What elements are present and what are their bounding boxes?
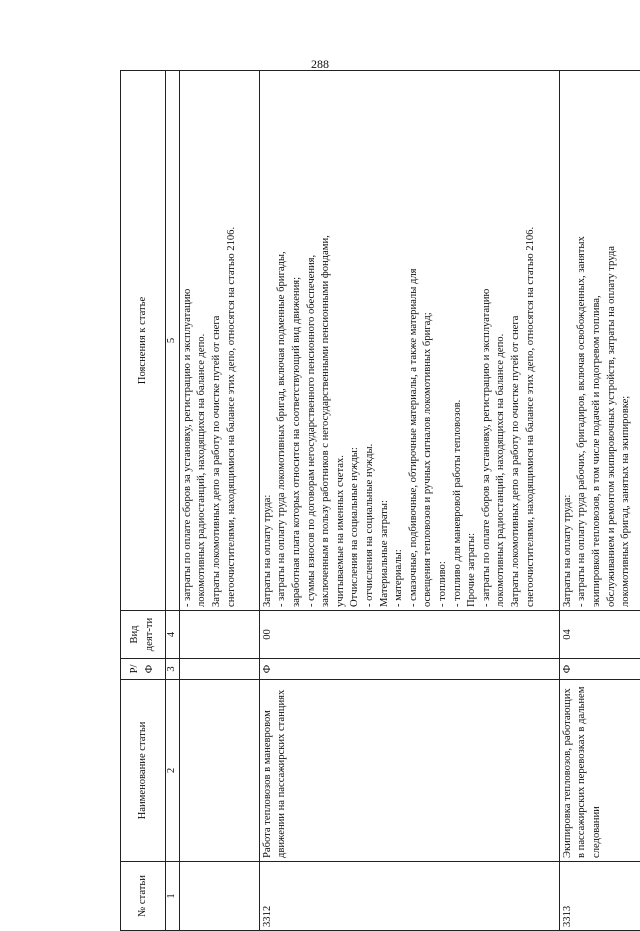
explanation-line: - затраты на оплату труда рабочих, бригадиров, включая освобожденных, занятых [576,236,588,607]
table-row [559,71,640,931]
rf-cell: Ф [259,659,559,680]
activity-type-cell: 00 [259,611,559,659]
column-number: 1 [166,862,180,931]
explanation-line: - материалы: [393,549,405,607]
explanation-cell [259,71,559,611]
rotated-table-container [120,71,640,931]
explanation-line: - суммы взносов по договорам негосударственного пенсионного обеспечения, [305,254,317,607]
item-number-cell: 3312 [259,862,559,931]
column-number: 2 [166,680,180,862]
table-body [179,71,640,931]
explanation-line: локомотивных радиостанций, находящихся на балансе депо. [196,333,208,607]
item-name-cell [179,680,259,862]
explanation-line: локомотивных бригад, занятых на экипировке; [620,395,632,607]
rf-cell [179,659,259,680]
explanation-line: - затраты на оплату труда локомотивных бригад, включая подменные бригады, [276,251,288,607]
rf-cell: Ф [559,659,640,680]
header-activity-type: Вид деят-ти [121,611,166,659]
explanation-line: - смазочные, подбивочные, обтирочные материалы, а также материалы для [407,268,419,607]
column-number: 4 [166,611,180,659]
header-item-number: № статьи [121,862,166,931]
header-row [121,71,166,931]
explanation-line: Отчисления на социальные нужды: [349,447,361,607]
explanation-line: - топливо для маневровой работы тепловозов. [451,399,463,607]
explanation-line: - затраты по оплате сборов за установку, регистрацию и эксплуатацию [181,288,193,607]
explanation-line: локомотивных радиостанций, находящихся на балансе депо. [495,333,507,607]
explanation-line: заключенным в пользу работников с негосударственными пенсионными фондами, [320,235,332,607]
explanation-line: Материальные затраты: [378,500,390,607]
explanation-line: освещения тепловозов и ручных сигналов локомотивных бригад; [422,312,434,607]
table-row [259,71,559,931]
activity-type-cell: 04 [559,611,640,659]
column-number: 5 [166,71,180,611]
activity-type-cell [179,611,259,659]
explanation-line: снегоочистителями, находящимися на балансе этих депо, относятся на статью 2106. [225,226,237,607]
item-number-cell [179,862,259,931]
explanation-line: Затраты локомотивных депо за работу по очистке путей от снега [210,315,222,607]
explanation-line: Затраты локомотивных депо за работу по очистке путей от снега [510,315,522,607]
explanation-cell [179,71,259,611]
header-explanation: Пояснения к статье [121,71,166,611]
cost-items-table [120,70,640,931]
explanation-cell [559,71,640,611]
explanation-line: обслуживанием и ремонтом экипировочных устройств, затраты на оплату труда [605,246,617,607]
item-name-cell: Экипировка тепловозов, работающих в пассажирских перевозках в дальнем следовании [559,680,640,862]
column-number: 3 [166,659,180,680]
explanation-line: экипировкой тепловозов, в том числе подачей и подогревом топлива, [590,295,602,607]
explanation-line: - топливо: [437,561,449,607]
explanation-line: учитываемые на именных счетах. [334,455,346,607]
explanation-line: - затраты по оплате сборов за установку, регистрацию и эксплуатацию [480,288,492,607]
item-number-cell: 3313 [559,862,640,931]
explanation-line: Затраты на оплату труда: [561,494,573,607]
explanation-line: Затраты на оплату труда: [261,494,273,607]
explanation-line: Прочие затраты: [466,532,478,607]
column-number-row [166,71,180,931]
explanation-line: заработная плата которых относится на соответствующий вид движения; [290,276,302,607]
explanation-line: - отчисления на социальные нужды. [363,443,375,607]
table-row [179,71,259,931]
header-rf: Р/ Ф [121,659,166,680]
header-item-name: Наименование статьи [121,680,166,862]
page-number: 288 [311,57,329,71]
item-name-cell: Работа тепловозов в маневровом движении на пассажирских станциях [259,680,559,862]
explanation-line: снегоочистителями, находящимися на балансе этих депо, относятся на статью 2106. [524,226,536,607]
